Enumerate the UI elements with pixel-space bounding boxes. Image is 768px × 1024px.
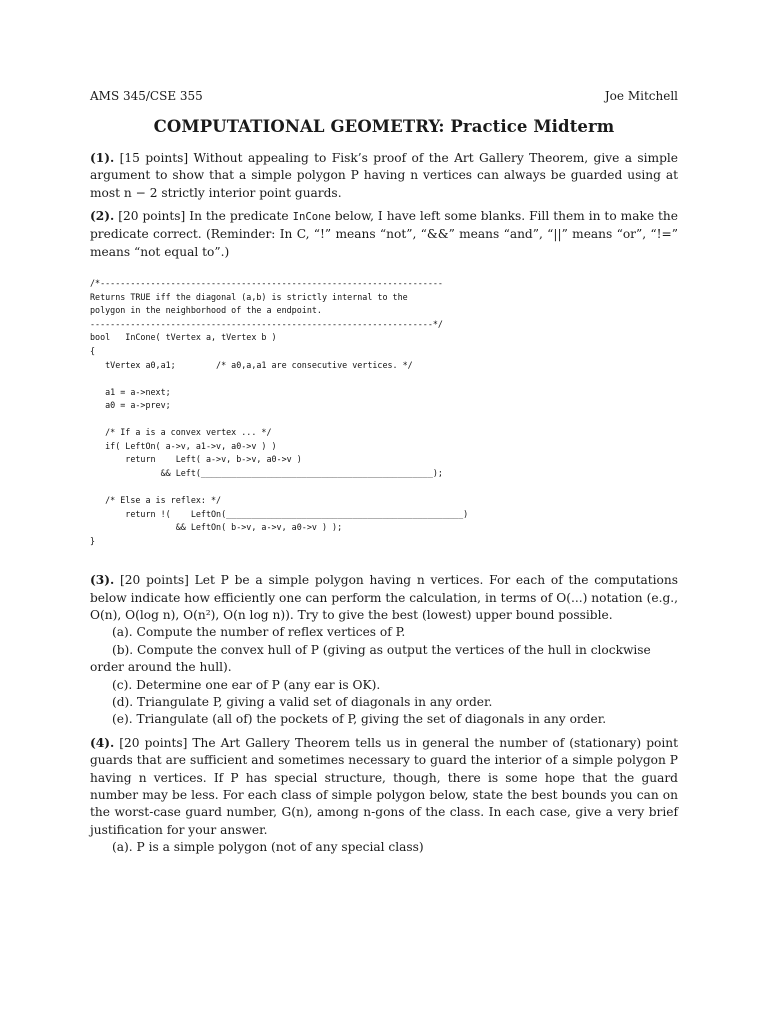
problem-3-item: (a). Compute the number of reflex vertices of P. [112, 625, 406, 640]
problem-3-item: (d). Triangulate P, giving a valid set of diagonals in any order. [112, 695, 493, 710]
course-code: AMS 345/CSE 355 [90, 89, 203, 103]
document-page [90, 88, 678, 857]
problem-4 [90, 735, 678, 839]
page-header [90, 88, 678, 105]
problem-1-label: (1). [90, 150, 115, 165]
problem-2 [90, 208, 678, 261]
author-name: Joe Mitchell [604, 89, 678, 103]
problem-1 [90, 150, 678, 202]
problem-3-item: (b). Compute the convex hull of P (giving as output the vertices of the hull in clockwise order around the hull). [90, 642, 651, 675]
problem-4-item: (a). P is a simple polygon (not of any special class) [112, 840, 424, 855]
code-listing: /*-------------------------------------------------------------------- Returns TRUE iff the diagonal (a,b) is strictly internal to the polygon in the neighborhood of the a endpoint. --------------------------------------------------------------------*/ bool InCone( tVertex a, tVertex b ) { tVertex a0,a1; /* a0,a,a1 are consecutive vertices. */ a1 = a->next; a0 = a->prev; /* If a is a convex vertex ... */ if( LeftOn( a->v, a1->v, a0->v ) ) return Left( a->v, b->v, a0->v ) && Left(______________________________________________); /* Else a is reflex: */ return !( LeftOn(_______________________________________________) && LeftOn( b->v, a->v, a0->v ) ); } [90, 278, 469, 546]
page-title: COMPUTATIONAL GEOMETRY: Practice Midterm [153, 117, 615, 137]
problem-3-label: (3). [90, 573, 115, 588]
problem-2-label: (2). [90, 209, 115, 224]
problem-3-item: (e). Triangulate (all of) the pockets of P, giving the set of diagonals in any order. [112, 712, 607, 727]
problem-2-text-a: [20 points] In the predicate [118, 209, 289, 224]
problem-3-text: [20 points] Let P be a simple polygon having n vertices. For each of the computations below indicate how efficiently one can perform the calculation, in terms of O(...) notation (e.g., O(n), O(log n), O(n²), O(n log n)). Try to give the best (lowest) upper bound possible. [90, 573, 678, 622]
problem-4-label: (4). [90, 735, 115, 750]
problem-2-code-word: InCone [292, 211, 331, 224]
problem-4-text: [20 points] The Art Gallery Theorem tells us in general the number of (stationary) point guards that are sufficient and sometimes necessary to guard the interior of a simple polygon P having n vertices. If P has special structure, though, there is some hope that the guard number may be less. For each class of simple polygon below, state the best bounds you can on the worst-case guard number, G(n), among n-gons of the class. In each case, give a very brief justification for your answer. [90, 735, 678, 837]
problem-1-text: [15 points] Without appealing to Fisk’s proof of the Art Gallery Theorem, give a simple argument to show that a simple polygon P having n vertices can always be guarded using at most n − 2 strictly interior point guards. [90, 150, 678, 200]
problem-2-text-b: below, I have left some blanks. Fill them in to make the predicate correct. (Reminder: In C, “!” means “not”, “&&” means “and”, “||” means “or”, “!=” means “not equal to”.) [90, 209, 678, 259]
problem-3-item: (c). Determine one ear of P (any ear is OK). [112, 677, 381, 692]
problem-3 [90, 572, 678, 624]
